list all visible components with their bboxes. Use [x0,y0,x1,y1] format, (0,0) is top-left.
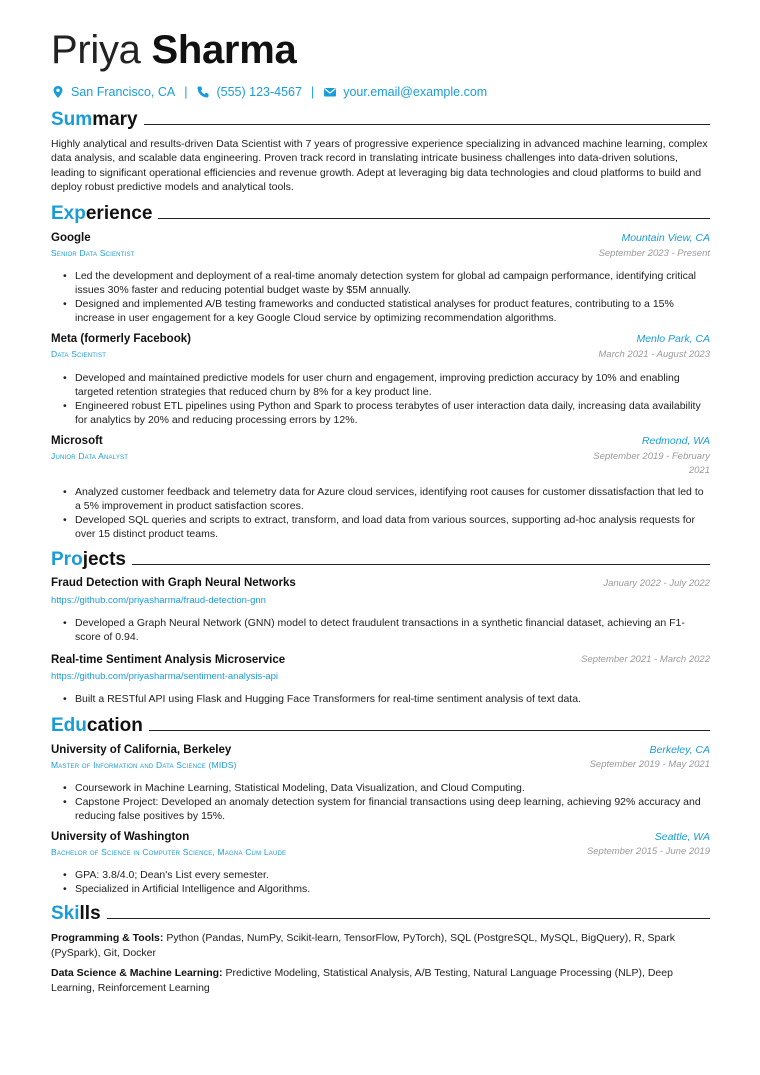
contact-separator: | [184,85,188,99]
list-item: • Designed and implemented A/B testing frameworks and conducted statistical analyses for product features, contributing to a 15% increase in user engagement for a key Google Cloud service by optimizing recommendation algorithms. [63,297,710,325]
contact-separator: | [310,85,315,99]
project-dates: January 2022 - July 2022 [603,578,710,589]
skill-row [51,931,710,960]
job-bullets [63,371,710,427]
section-education-heading [51,714,710,738]
skill-value: Python (Pandas, NumPy, Scikit-learn, TensorFlow, PyTorch), SQL (PostgreSQL, MySQL, BigQuery), R, Spark (PySpark), Git, Docker [51,932,675,959]
section-title: Projects [51,548,132,572]
section-rule [51,124,710,125]
job-location: Mountain View, CA [621,232,710,244]
project-link[interactable]: https://github.com/priyasharma/sentiment-analysis-api [51,671,279,682]
school-name: University of Washington [51,831,190,843]
contact-line [51,85,487,99]
list-item: • Developed SQL queries and scripts to extract, transform, and load data from various sources, supporting ad-hoc analysis requests for over 15 distinct product teams. [63,513,710,541]
job-location: Menlo Park, CA [636,333,710,345]
company-name: Google [51,232,91,244]
section-experience-heading [51,202,710,226]
job-bullets [63,485,710,541]
summary-text: Highly analytical and results-driven Data Scientist with 7 years of progressive experience specializing in advanced machine learning, complex data analysis, and scalable data engineering. Proven track record in translating intricate business challenges into data-driven solutions, leading to significant operational efficiencies and revenue growth. Adept at leveraging big data technologies and cloud platforms to build and deploy robust predictive models and analytical tools. [51,138,708,193]
last-name: Sharma [151,28,297,72]
school-name: University of California, Berkeley [51,744,232,756]
list-item: • Built a RESTful API using Flask and Hugging Face Transformers for real-time sentiment analysis of text data. [63,692,710,706]
section-projects-heading [51,548,710,572]
job-title: Junior Data Analyst [51,451,129,461]
education-dates: September 2015 - June 2019 [586,846,710,857]
job-bullets [63,269,710,325]
section-rule [51,918,710,919]
project-name: Real-time Sentiment Analysis Microservice [51,654,286,666]
school-location: Berkeley, CA [649,744,710,756]
project-bullets [63,616,710,644]
skill-value: Predictive Modeling, Statistical Analysis, A/B Testing, Natural Language Processing (NLP), Deep Learning, Reinforcement Learning [51,967,673,994]
job-dates: September 2019 - February 2021 [593,451,710,476]
section-title: Summary [51,108,144,132]
envelope-icon [323,85,337,99]
project-bullets [63,692,710,706]
job-title: Data Scientist [51,349,107,359]
school-location: Seattle, WA [654,831,710,843]
list-item: • Capstone Project: Developed an anomaly detection system for financial transactions using deep learning, achieving 92% accuracy and reducing false positives by 15%. [63,795,710,823]
list-item: • Analyzed customer feedback and telemetry data for Azure cloud services, identifying root causes for customer dissatisfaction that led to a 5% improvement in product satisfaction scores. [63,485,710,513]
list-item: • Engineered robust ETL pipelines using Python and Spark to process terabytes of user interaction data daily, increasing data availability for analytics by 20% and reducing processing errors by 12%. [63,399,710,427]
degree-title: Master of Information and Data Science (MIDS) [51,760,237,770]
skill-label: Programming & Tools: [51,932,164,944]
job-title: Senior Data Scientist [51,248,135,258]
skill-label: Data Science & Machine Learning: [51,967,223,979]
list-item: • GPA: 3.8/4.0; Dean's List every semester. [63,868,710,882]
section-rule [51,730,710,731]
job-dates: September 2023 - Present [598,248,710,259]
degree-title: Bachelor of Science in Computer Science, Magna Cum Laude [51,847,287,857]
section-skills-heading [51,902,710,926]
project-dates: September 2021 - March 2022 [581,654,710,665]
skill-row [51,966,710,995]
company-name: Microsoft [51,435,103,447]
list-item: • Developed a Graph Neural Network (GNN) model to detect fraudulent transactions in a synthetic financial dataset, achieving an F1-score of 0.94. [63,616,710,644]
section-summary-heading [51,108,710,132]
map-marker-icon [51,85,65,99]
education-bullets [63,781,710,823]
list-item: • Coursework in Machine Learning, Statistical Modeling, Data Visualization, and Cloud Computing. [63,781,710,795]
company-name: Meta (formerly Facebook) [51,333,191,345]
phone-text: (555) 123-4567 [216,85,302,99]
location-text: San Francisco, CA [71,85,176,99]
email-link[interactable]: your.email@example.com [343,85,488,99]
first-name: Priya [51,28,141,72]
list-item: • Led the development and deployment of a real-time anomaly detection system for global ad campaign performance, identifying critical issues 30% faster and reducing potential budget waste by $5M annually. [63,269,710,297]
job-location: Redmond, WA [641,435,710,447]
section-title: Education [51,714,149,738]
list-item: • Developed and maintained predictive models for user churn and engagement, improving prediction accuracy by 10% and enabling targeted retention strategies that reduced churn by 8% for a key product line. [63,371,710,399]
project-link[interactable]: https://github.com/priyasharma/fraud-detection-gnn [51,595,266,606]
section-title: Experience [51,202,158,226]
candidate-name [51,26,296,74]
list-item: • Specialized in Artificial Intelligence and Algorithms. [63,882,710,896]
section-rule [51,564,710,565]
education-dates: September 2019 - May 2021 [589,759,710,770]
section-title: Skills [51,902,107,926]
phone-icon [196,85,210,99]
project-name: Fraud Detection with Graph Neural Networks [51,577,296,589]
education-bullets [63,868,710,896]
job-dates: March 2021 - August 2023 [598,349,710,360]
